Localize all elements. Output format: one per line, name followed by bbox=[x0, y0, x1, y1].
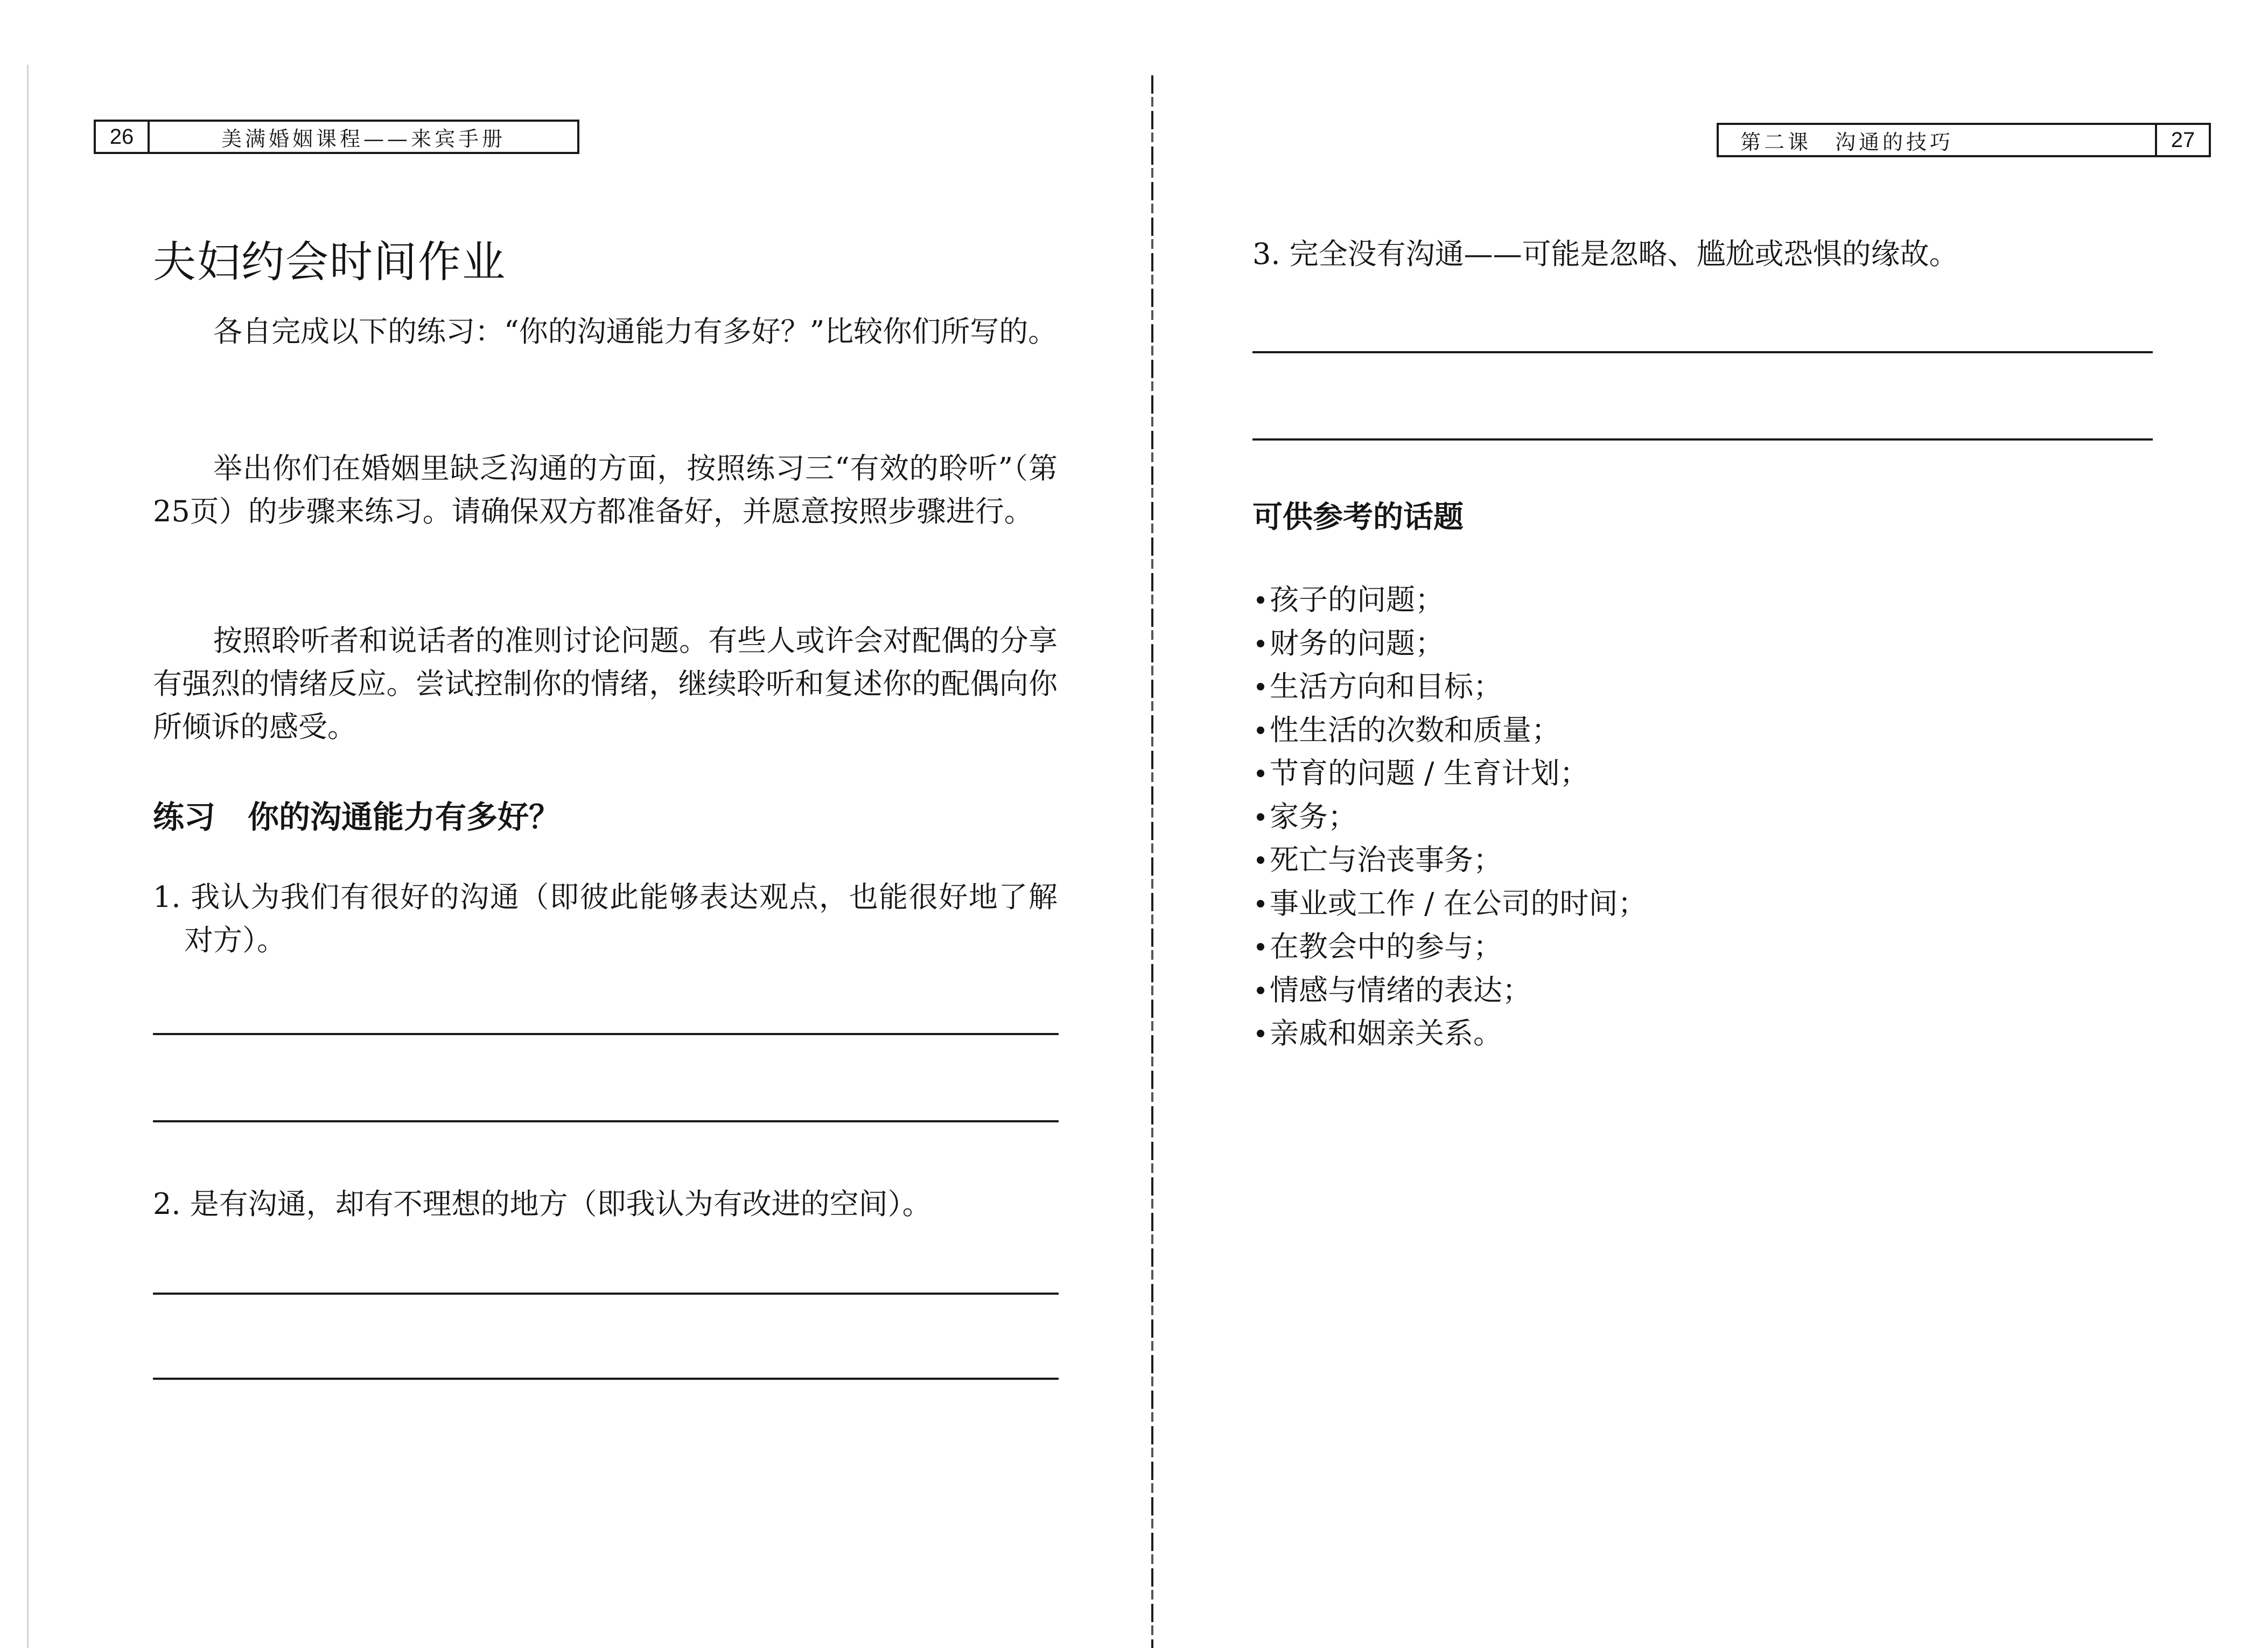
list-item: 亲戚和姻亲关系。 bbox=[1252, 1012, 1647, 1056]
running-header-right bbox=[1717, 123, 2211, 157]
list-item: 家务； bbox=[1252, 795, 1647, 839]
page-number: 26 bbox=[96, 122, 150, 152]
bullet-icon bbox=[1257, 813, 1264, 821]
list-item: 生活方向和目标； bbox=[1252, 665, 1647, 709]
topics-list bbox=[1252, 578, 1647, 1056]
answer-line[interactable] bbox=[1252, 351, 2153, 353]
list-item: 性生活的次数和质量； bbox=[1252, 709, 1647, 752]
bullet-icon bbox=[1257, 943, 1264, 951]
exercise-item: 2. 是有沟通，却有不理想的地方（即我认为有改进的空间）。 bbox=[153, 1187, 932, 1221]
exercise-item: 1. 我认为我们有很好的沟通（即彼此能够表达观点，也能很好地了解对方）。 bbox=[153, 880, 1058, 957]
exercise-title: 你的沟通能力有多好？ bbox=[248, 799, 561, 835]
page-number: 27 bbox=[2171, 128, 2195, 152]
exercise-label: 练习 bbox=[153, 799, 216, 835]
list-item: 情感与情绪的表达； bbox=[1252, 969, 1647, 1012]
paragraph: 按照聆听者和说话者的准则讨论问题。有些人或许会对配偶的分享有强烈的情绪反应。尝试控制你的情绪，继续聆听和复述你的配偶向你所倾诉的感受。 bbox=[153, 624, 1058, 744]
answer-line[interactable] bbox=[153, 1120, 1059, 1122]
answer-line[interactable] bbox=[153, 1033, 1059, 1035]
bullet-icon bbox=[1257, 640, 1264, 647]
bullet-icon bbox=[1257, 727, 1264, 734]
bullet-icon bbox=[1257, 987, 1264, 994]
list-item: 事业或工作 / 在公司的时间； bbox=[1252, 882, 1647, 926]
paragraph: 举出你们在婚姻里缺乏沟通的方面，按照练习三“有效的聆听”（第25页）的步骤来练习。请确保双方都准备好，并愿意按照步骤进行。 bbox=[153, 451, 1058, 528]
bullet-icon bbox=[1257, 770, 1264, 777]
list-item: 在教会中的参与； bbox=[1252, 925, 1647, 969]
topics-heading: 可供参考的话题 bbox=[1252, 500, 1464, 535]
bullet-icon bbox=[1257, 900, 1264, 907]
list-item: 财务的问题； bbox=[1252, 622, 1647, 666]
bullet-icon bbox=[1257, 596, 1264, 604]
exercise-item: 3. 完全没有沟通——可能是忽略、尴尬或恐惧的缘故。 bbox=[1252, 237, 1958, 271]
paragraph: 各自完成以下的练习：“你的沟通能力有多好？”比较你们所写的。 bbox=[213, 315, 1058, 348]
page-heading: 夫妇约会时间作业 bbox=[153, 237, 506, 287]
lesson-title: 第二课 沟通的技巧 bbox=[1719, 125, 2157, 155]
answer-line[interactable] bbox=[1252, 438, 2153, 441]
list-item: 节育的问题 / 生育计划； bbox=[1252, 752, 1647, 795]
answer-line[interactable] bbox=[153, 1378, 1059, 1380]
exercise-heading bbox=[153, 792, 560, 837]
bullet-icon bbox=[1257, 856, 1264, 864]
bullet-icon bbox=[1257, 683, 1264, 690]
book-title: 美满婚姻课程——来宾手册 bbox=[221, 127, 506, 151]
list-item: 死亡与治丧事务； bbox=[1252, 839, 1647, 882]
bullet-icon bbox=[1257, 1030, 1264, 1037]
running-header-left bbox=[94, 120, 579, 154]
answer-line[interactable] bbox=[153, 1293, 1059, 1295]
list-item: 孩子的问题； bbox=[1252, 578, 1647, 622]
